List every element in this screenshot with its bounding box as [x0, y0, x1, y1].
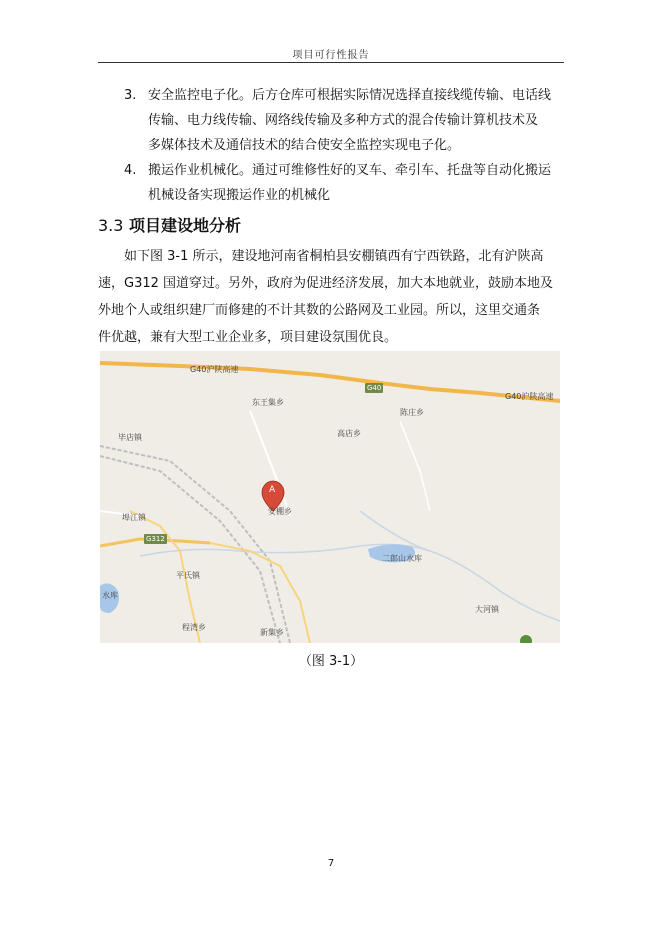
list-item-line: 搬运作业机械化。通过可维修性好的叉车、牵引车、托盘等自动化搬运 — [148, 163, 552, 178]
place-label: 新集乡 — [260, 628, 284, 637]
road-shield-g40: G40 — [367, 384, 382, 392]
place-label: 大河镇 — [475, 605, 499, 614]
paragraph-line: 速，G312 国道穿过。另外，政府为促进经济发展，加大本地就业，鼓励本地及 — [98, 276, 554, 291]
list-item-line: 传输、电力线传输、网络线传输及多种方式的混合传输计算机技术及 — [148, 113, 539, 128]
place-label: 毕店镇 — [118, 433, 142, 442]
paragraph-line: 外地个人或组织建厂而修建的不计其数的公路网及工业园。所以，这里交通条 — [98, 303, 541, 318]
list-item-line: 安全监控电子化。后方仓库可根据实际情况选择直接线缆传输、电话线 — [148, 88, 552, 103]
paragraph-line: 如下图 3-1 所示，建设地河南省桐柏县安棚镇西有宁西铁路，北有沪陕高 — [124, 249, 544, 264]
place-label: 东王集乡 — [252, 398, 284, 407]
marker-letter: A — [269, 485, 276, 495]
road-label-g40: G40沪陕高速 — [505, 392, 554, 401]
place-label: 高店乡 — [337, 429, 361, 438]
header-title: 项目可行性报告 — [292, 50, 370, 61]
section-heading — [98, 213, 241, 236]
list-item-3 — [124, 83, 564, 158]
list-item-number: 3. — [124, 88, 137, 103]
place-label: 埠江镇 — [122, 513, 146, 522]
place-label: 平氏镇 — [176, 571, 200, 580]
place-label: 二郎山水库 — [382, 554, 422, 563]
road-label-g40: G40沪陕高速 — [190, 365, 239, 374]
list-item-text — [148, 83, 564, 158]
list-item-line: 多媒体技术及通信技术的结合使安全监控实现电子化。 — [148, 138, 461, 153]
section-number: 3.3 — [98, 216, 124, 235]
page-number: 7 — [327, 858, 335, 869]
body-paragraph — [98, 243, 564, 351]
place-label: 陈庄乡 — [400, 408, 424, 417]
header-rule — [98, 62, 564, 63]
paragraph-line: 件优越，兼有大型工业企业多，项目建设氛围优良。 — [98, 330, 398, 345]
place-label: 程湾乡 — [182, 623, 206, 632]
location-map — [100, 351, 560, 643]
road-shield-g312: G312 — [146, 535, 165, 543]
list-item-4 — [124, 158, 564, 208]
list-item-number: 4. — [124, 163, 137, 178]
section-title: 项目建设地分析 — [129, 216, 242, 235]
list-item-text — [148, 158, 564, 208]
list-item-line: 机械设备实现搬运作业的机械化 — [148, 188, 331, 203]
figure-caption: （图 3-1） — [298, 654, 364, 669]
place-label: 水库 — [102, 591, 118, 600]
map-graphic — [100, 351, 560, 643]
place-label: 安棚乡 — [268, 507, 292, 516]
